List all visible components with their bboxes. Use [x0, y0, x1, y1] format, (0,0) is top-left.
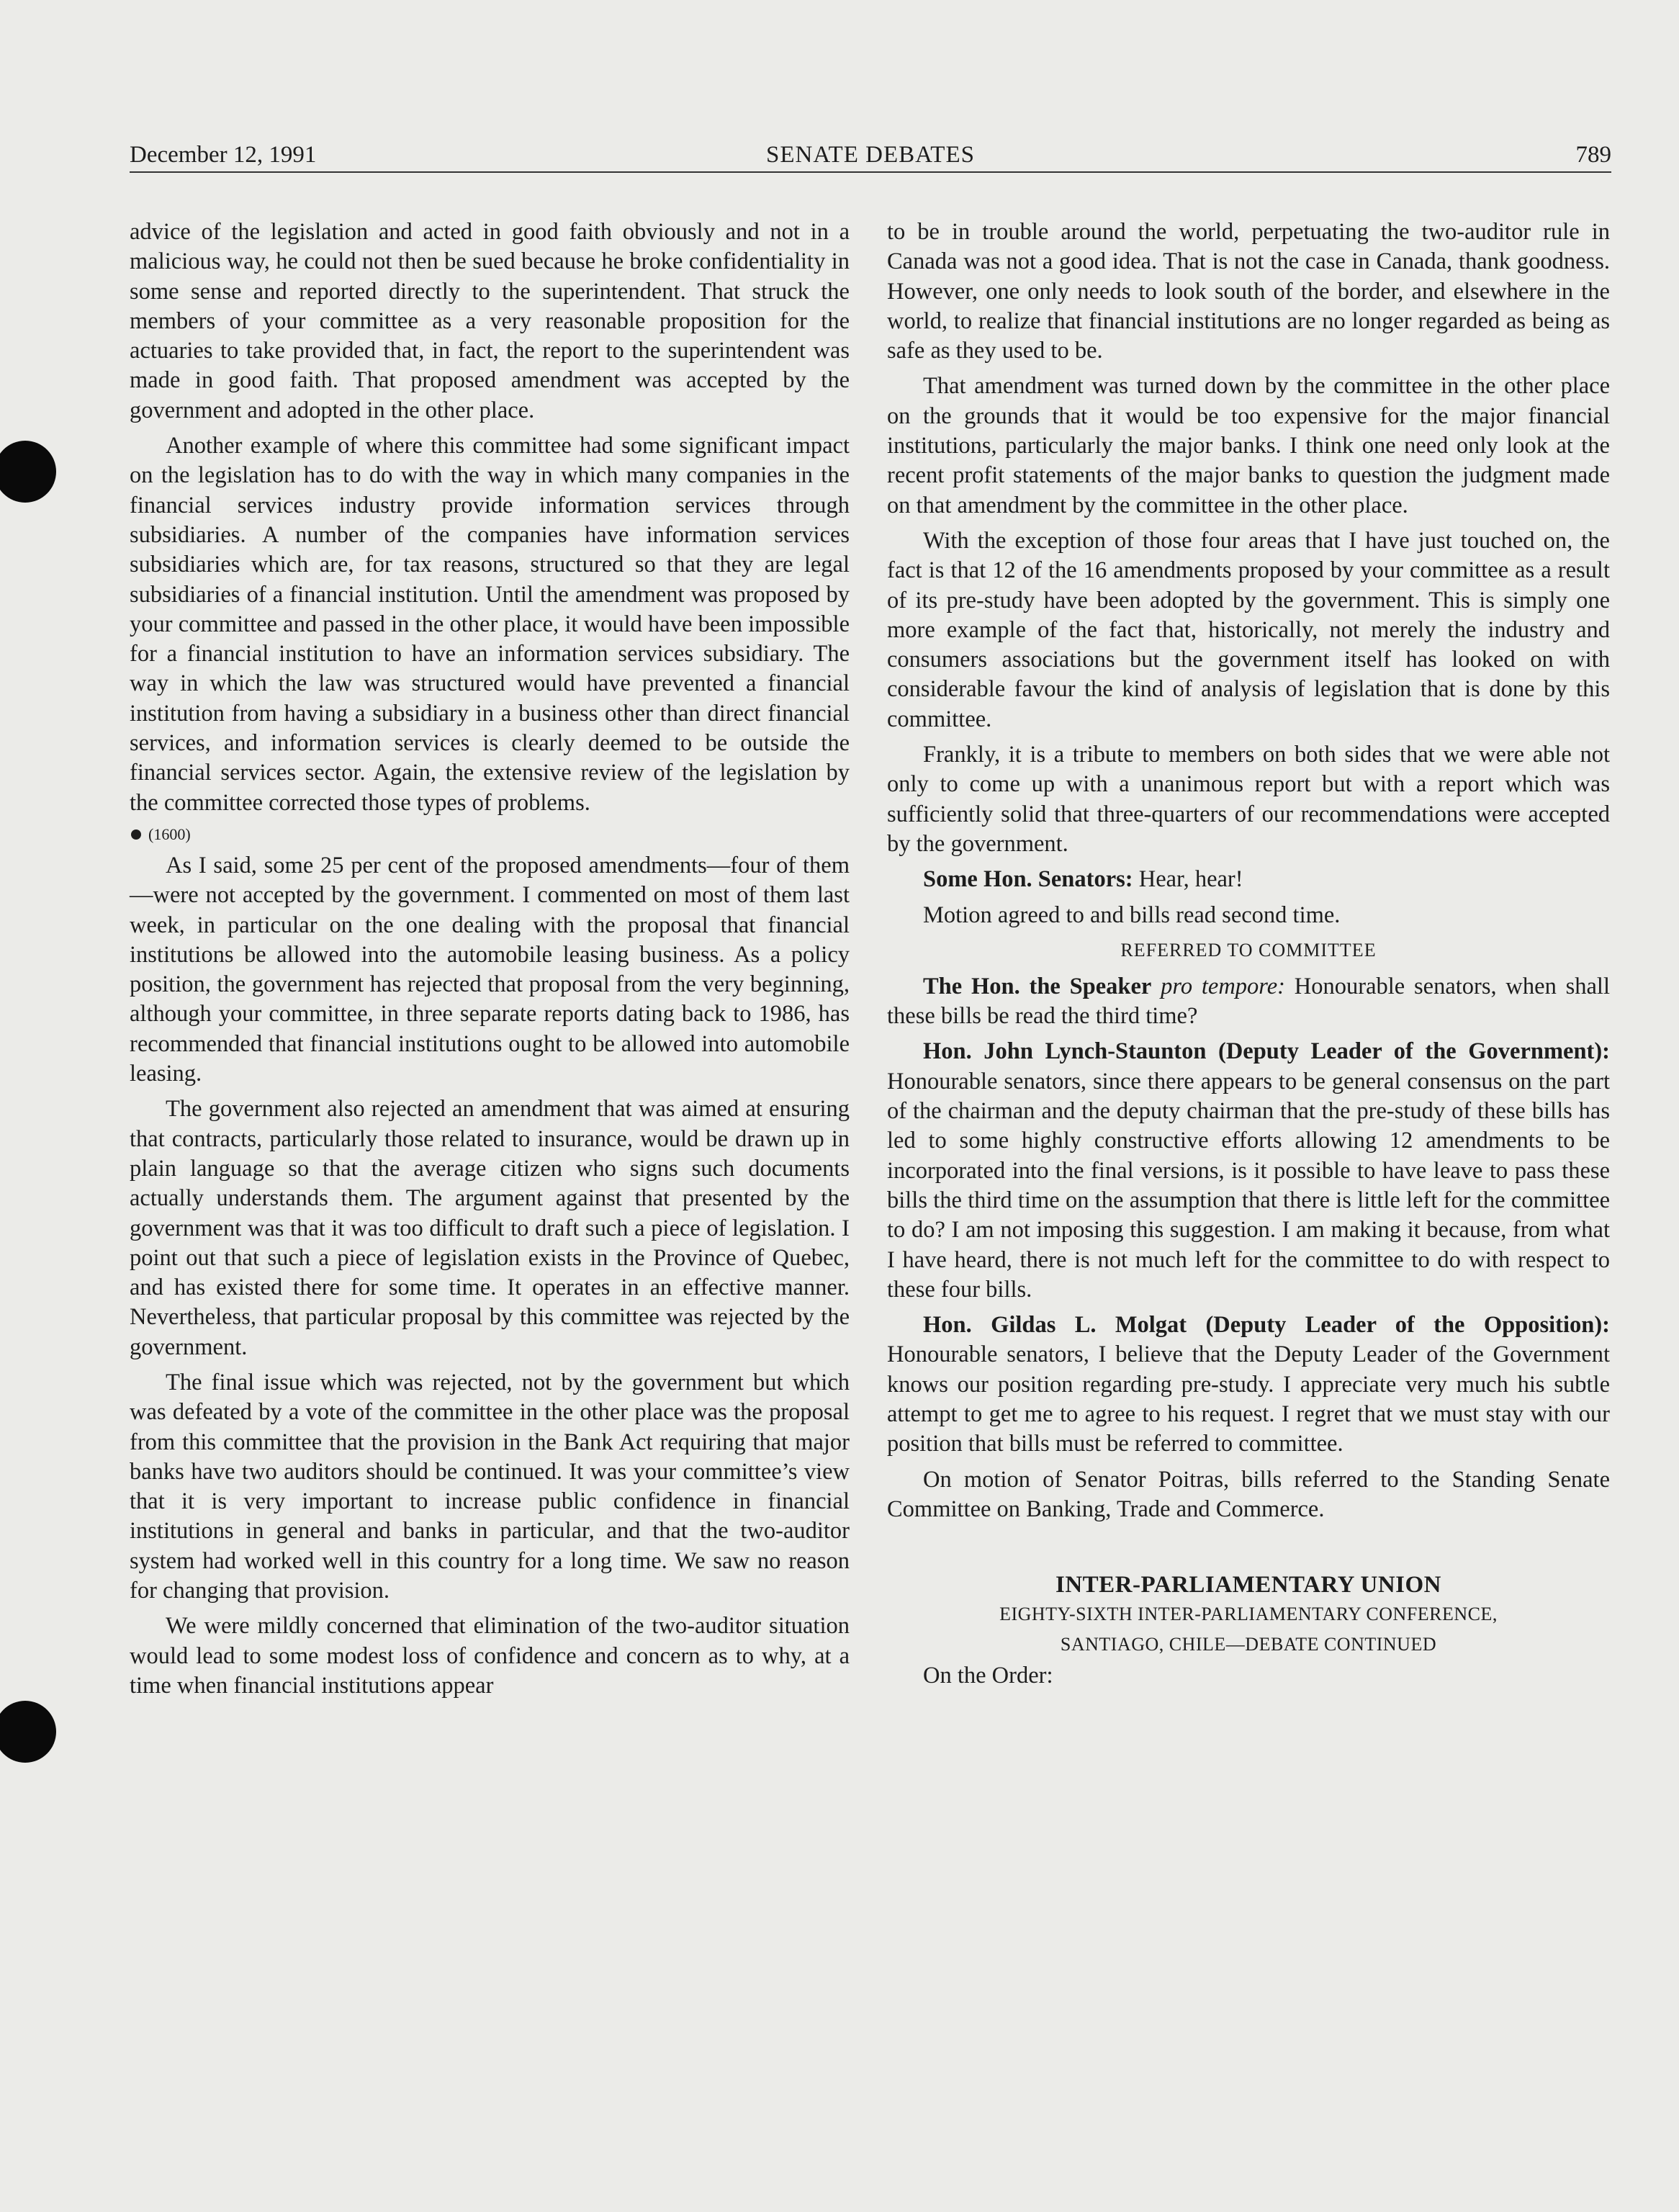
section-title: INTER-PARLIAMENTARY UNION [1055, 1572, 1441, 1599]
section-subhead: REFERRED TO COMMITTEE [1120, 939, 1377, 961]
time-marker-text: (1600) [148, 824, 191, 843]
bullet-icon [131, 830, 141, 840]
speaker-name: The Hon. the Speaker [923, 973, 1152, 999]
speaker-paragraph [887, 1037, 1610, 1305]
speaker-paragraph [887, 865, 1610, 894]
speech-text: Honourable senators, when shall these bills be read the third time? [887, 973, 1610, 1030]
punch-hole [0, 441, 56, 503]
section-subtitle: EIGHTY-SIXTH INTER-PARLIAMENTARY CONFERENCE, [999, 1604, 1498, 1625]
paragraph: We were mildly concerned that elimination of the two-auditor situation would lead to some modest loss of confidence and concern as to why, at a time when financial institutions appear [130, 1613, 850, 1699]
punch-hole [0, 1701, 56, 1763]
paragraph: On motion of Senator Poitras, bills referred to the Standing Senate Committee on Banking, Trade and Commerce. [887, 1466, 1610, 1522]
speech-text: Hear, hear! [1133, 866, 1243, 893]
paragraph: With the exception of those four areas that I have just touched on, the fact is that 12 of the 16 amendments proposed by your committee as a result of its pre-study have been adopted by the government. This is simply one more example of the fact that, historically, not merely the industry and consumers associations but the government itself has looked on with considerable favour the kind of analysis of legislation that is done by this committee. [887, 527, 1610, 732]
paragraph: That amendment was turned down by the committee in the other place on the grounds that it would be too expensive for the major financial institutions, particularly the major banks. I think one need only look at the recent profit statements of the major banks to question the judgment made on that amendment by the committee in the other place. [887, 373, 1610, 518]
time-marker [130, 824, 850, 845]
paragraph: The government also rejected an amendment that was aimed at ensuring that contracts, particularly those related to insurance, would be drawn up in plain language so that the average citizen who signs such documents actually understands them. The argument against that presented by the government was that it was too difficult to draft such a piece of legislation. I point out that such a piece of legislation exists in the Province of Quebec, and has existed there for some time. It operates in an effective manner. Nevertheless, that particular proposal by this committee was rejected by the government. [130, 1096, 850, 1360]
paragraph: Motion agreed to and bills read second time. [923, 902, 1341, 928]
paragraph: to be in trouble around the world, perpetuating the two-auditor rule in Canada was not a good idea. That is not the case in Canada, thank goodness. However, one only needs to look south of the border, and elsewhere in the world, to realize that financial institutions are no longer regarded as being as safe as they used to be. [887, 219, 1610, 364]
speaker-paragraph [887, 972, 1610, 1032]
left-column [130, 217, 850, 1707]
section-subtitle: SANTIAGO, CHILE—DEBATE CONTINUED [1060, 1634, 1437, 1655]
speech-text: Honourable senators, since there appears to be general consensus on the part of the chairman and the deputy chairman that the pre-study of these bills has led to some highly constructive efforts allowing 12 amendments to be incorporated into the final versions, is it possible to have leave to pass these bills the third time on the assumption that there is little left for the committee to do? I am not imposing this suggestion. I am making it because, from what I have heard, there is not much left for the committee to do with respect to these four bills. [887, 1068, 1610, 1303]
header-title: SENATE DEBATES [766, 142, 975, 168]
paragraph: advice of the legislation and acted in good faith obviously and not in a malicious way, he could not then be sued because he broke confidentiality in some sense and reported directly to the superintendent. That struck the members of your committee as a very reasonable proposition for the actuaries to take provided that, in fact, the report to the superintendent was made in good faith. That proposed amendment was accepted by the government and adopted in the other place. [130, 219, 850, 423]
right-column [887, 217, 1610, 1696]
speaker-name: Hon. Gildas L. Molgat (Deputy Leader of the Opposition): [923, 1312, 1610, 1339]
paragraph: Frankly, it is a tribute to members on both sides that we were able not only to come up with a unanimous report but with a report which was sufficiently solid that three-quarters of our recommendations were accepted by the government. [887, 742, 1610, 857]
header-date: December 12, 1991 [130, 142, 317, 168]
page-number: 789 [1575, 142, 1611, 168]
running-head [130, 137, 1611, 173]
header-rule [130, 171, 1611, 173]
paragraph: On the Order: [923, 1663, 1053, 1689]
speaker-name: Some Hon. Senators: [923, 866, 1133, 893]
speech-text: Honourable senators, I believe that the Deputy Leader of the Government knows our position regarding pre-study. I appreciate very much his subtle attempt to get me to agree to his request. I regret that we must stay with our position that bills must be referred to committee. [887, 1341, 1610, 1457]
paragraph: Another example of where this committee had some significant impact on the legislation has to do with the way in which many companies in the financial services industry provide information services through subsidiaries. A number of the companies have information services subsidiaries which are, for tax reasons, structured so that they are legal subsidiaries of a financial institution. Until the amendment was proposed by your committee and passed in the other place, it would have been impossible for a financial institution to have an information services subsidiary. The way in which the law was structured would have prevented a financial institution from having a subsidiary in a business other than direct financial services, and information services is clearly deemed to be outside the financial services sector. Again, the extensive review of the legislation by the committee corrected those types of problems. [130, 433, 850, 816]
paragraph: The final issue which was rejected, not by the government but which was defeated by a vote of the committee in the other place was the proposal from this committee that the provision in the Bank Act requiring that major banks have two auditors should be continued. It was your committee’s view that it is very important to increase public confidence in financial institutions in general and banks in particular, and that the two-auditor system had worked well in this country for a long time. We saw no reason for changing that provision. [130, 1369, 850, 1604]
speaker-name: Hon. John Lynch-Staunton (Deputy Leader of the Government): [923, 1038, 1610, 1065]
speaker-paragraph [887, 1310, 1610, 1459]
paragraph: As I said, some 25 per cent of the proposed amendments—four of them—were not accepted by the government. I commented on most of them last week, in particular on the one dealing with the proposal that financial institutions be allowed into the automobile leasing business. As a policy position, the government has rejected that proposal from the very beginning, although your committee, in three separate reports dating back to 1986, has recommended that financial institutions ought to be allowed into automobile leasing. [130, 852, 850, 1087]
speaker-title-italic: pro tempore: [1151, 973, 1285, 999]
